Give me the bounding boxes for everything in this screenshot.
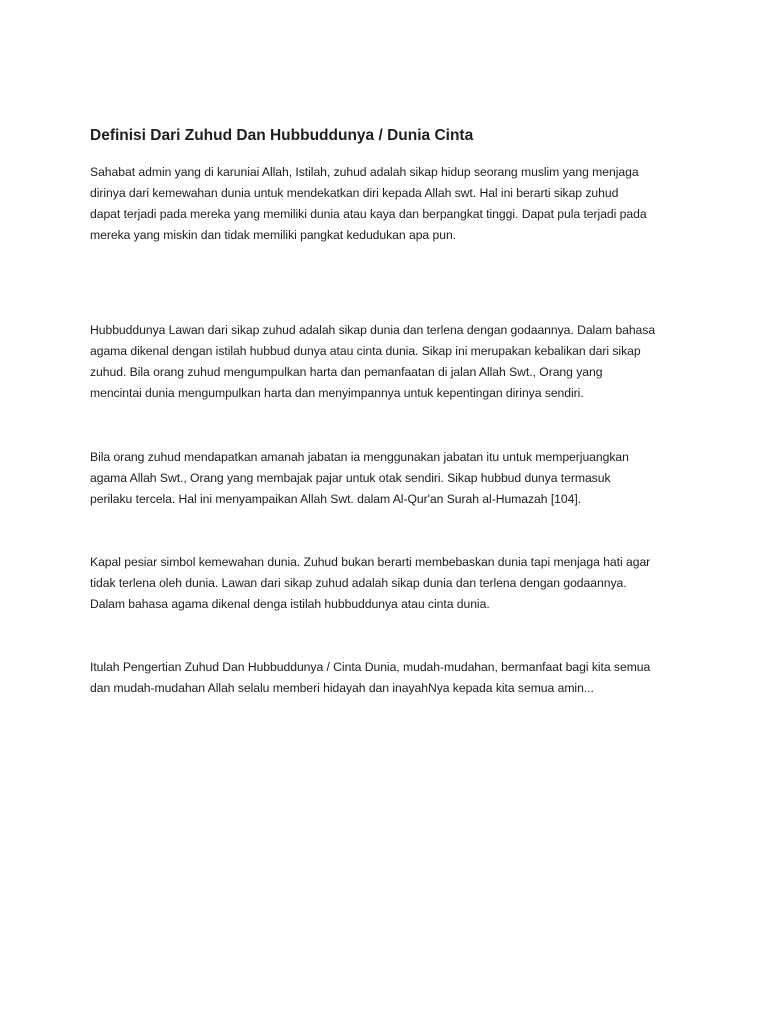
paragraph-line: tidak terlena oleh dunia. Lawan dari sikap zuhud adalah sikap dunia dan terlena dengan godaannya.: [90, 576, 627, 590]
paragraph-kapal-pesiar: [90, 552, 690, 615]
paragraph-line: agama Allah Swt., Orang yang membajak pajar untuk otak sendiri. Sikap hubbud dunya termasuk: [90, 471, 611, 485]
paragraph-line: Bila orang zuhud mendapatkan amanah jabatan ia menggunakan jabatan itu untuk memperjuangkan: [90, 450, 629, 464]
paragraph-line: Itulah Pengertian Zuhud Dan Hubbuddunya / Cinta Dunia, mudah-mudahan, bermanfaat bagi kita semua: [90, 660, 651, 674]
paragraph-line: Dalam bahasa agama dikenal denga istilah hubbuddunya atau cinta dunia.: [90, 597, 490, 611]
paragraph-closing: [90, 657, 690, 699]
paragraph-line: perilaku tercela. Hal ini menyampaikan Allah Swt. dalam Al-Qur'an Surah al-Humazah [104].: [90, 492, 582, 506]
paragraph-amanah-jabatan: [90, 447, 690, 510]
paragraph-line: dirinya dari kemewahan dunia untuk mendekatkan diri kepada Allah swt. Hal ini berarti sikap zuhud: [90, 186, 619, 200]
paragraph-hubbuddunya: [90, 320, 690, 404]
paragraph-line: Kapal pesiar simbol kemewahan dunia. Zuhud bukan berarti membebaskan dunia tapi menjaga hati agar: [90, 555, 651, 569]
paragraph-line: zuhud. Bila orang zuhud mengumpulkan harta dan pemanfaatan di jalan Allah Swt., Orang yang: [90, 365, 603, 379]
paragraph-line: Sahabat admin yang di karuniai Allah, Istilah, zuhud adalah sikap hidup seorang muslim yang menjaga: [90, 165, 639, 179]
document-title: Definisi Dari Zuhud Dan Hubbuddunya / Dunia Cinta: [90, 127, 474, 144]
paragraph-line: agama dikenal dengan istilah hubbud dunya atau cinta dunia. Sikap ini merupakan kebalikan dari sikap: [90, 344, 641, 358]
paragraph-line: mencintai dunia mengumpulkan harta dan menyimpannya untuk kepentingan dirinya sendiri.: [90, 386, 584, 400]
paragraph-line: Hubbuddunya Lawan dari sikap zuhud adalah sikap dunia dan terlena dengan godaannya. Dalam bahasa: [90, 323, 656, 337]
paragraph-line: dan mudah-mudahan Allah selalu memberi hidayah dan inayahNya kepada kita semua amin...: [90, 681, 594, 695]
paragraph-line: dapat terjadi pada mereka yang memiliki dunia atau kaya dan berpangkat tinggi. Dapat pula terjadi pada: [90, 207, 647, 221]
paragraph-zuhud-definition: [90, 162, 690, 246]
paragraph-line: mereka yang miskin dan tidak memiliki pangkat kedudukan apa pun.: [90, 228, 457, 242]
